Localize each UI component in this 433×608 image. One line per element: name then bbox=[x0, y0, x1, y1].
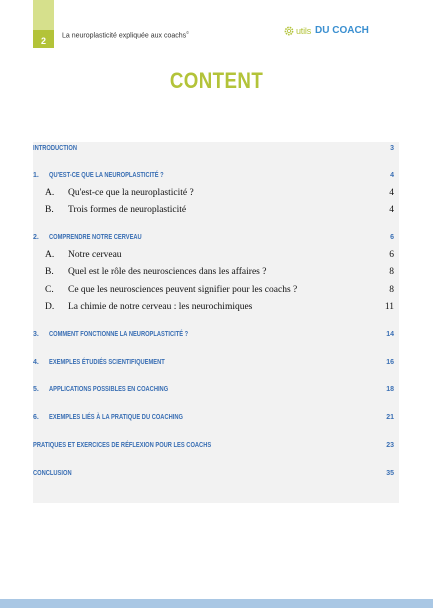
page-number: 2 bbox=[40, 36, 46, 46]
page-title: CONTENT bbox=[169, 68, 264, 93]
toc-entry-number: 2. bbox=[33, 234, 39, 241]
toc-subentry-label: Quel est le rôle des neurosciences dans les affaires ? bbox=[68, 267, 267, 277]
toc-entry-conclusion[interactable] bbox=[33, 469, 397, 481]
logo-outils-text: utils bbox=[296, 25, 312, 36]
toc-entry-section-5[interactable] bbox=[33, 385, 397, 397]
toc-entry-page: 3 bbox=[390, 145, 394, 152]
document-title bbox=[62, 30, 189, 39]
toc-subentry-page: 11 bbox=[384, 302, 394, 312]
toc-subentry-letter: A. bbox=[45, 250, 55, 260]
logo-coach-text: DU COACH bbox=[315, 25, 369, 36]
toc-subentry-page: 8 bbox=[389, 267, 394, 277]
toc-entry-page: 6 bbox=[390, 234, 394, 241]
toc-entry-label: PRATIQUES ET EXERCICES DE RÉFLEXION POUR LES COACHS bbox=[33, 442, 212, 449]
toc-subentry-page: 6 bbox=[389, 250, 394, 260]
toc-subentry-page: 4 bbox=[389, 205, 394, 215]
toc-subentry-1b[interactable] bbox=[33, 205, 397, 217]
toc-subentry-2c[interactable] bbox=[33, 285, 397, 297]
toc-subentry-2d[interactable] bbox=[33, 302, 397, 314]
toc-entry-label: EXEMPLES ÉTUDIÉS SCIENTIFIQUEMENT bbox=[49, 359, 165, 366]
toc-entry-label: QU'EST-CE QUE LA NEUROPLASTICITÉ ? bbox=[49, 172, 164, 179]
toc-subentry-2b[interactable] bbox=[33, 267, 397, 279]
toc-subentry-page: 4 bbox=[389, 188, 394, 198]
toc-subentry-label: La chimie de notre cerveau : les neurochimiques bbox=[68, 302, 253, 312]
toc-subentry-label: Trois formes de neuroplasticité bbox=[68, 205, 187, 215]
toc-entry-label: EXEMPLES LIÉS À LA PRATIQUE DU COACHING bbox=[49, 414, 183, 421]
toc-entry-page: 21 bbox=[386, 414, 394, 421]
toc-subentry-1a[interactable] bbox=[33, 188, 397, 200]
toc-entry-section-1[interactable] bbox=[33, 171, 397, 183]
toc-entry-label: COMMENT FONCTIONNE LA NEUROPLASTICITÉ ? bbox=[49, 331, 189, 338]
toc-entry-number: 3. bbox=[33, 331, 39, 338]
brand-logo bbox=[284, 25, 369, 36]
toc-entry-number: 5. bbox=[33, 386, 39, 393]
document-title-mark: © bbox=[186, 30, 190, 35]
toc-subentry-label: Qu'est-ce que la neuroplasticité ? bbox=[68, 188, 194, 198]
toc-entry-section-6[interactable] bbox=[33, 413, 397, 425]
toc-entry-label: CONCLUSION bbox=[33, 470, 72, 477]
toc-entry-label: APPLICATIONS POSSIBLES EN COACHING bbox=[49, 386, 169, 393]
toc-subentry-letter: D. bbox=[45, 302, 55, 312]
toc-entry-page: 14 bbox=[386, 331, 394, 338]
toc-entry-page: 35 bbox=[386, 470, 394, 477]
toc-entry-section-4[interactable] bbox=[33, 358, 397, 370]
toc-entry-section-3[interactable] bbox=[33, 330, 397, 342]
page-tab-highlight bbox=[33, 0, 54, 30]
toc-entry-number: 4. bbox=[33, 359, 39, 366]
toc-entry-label: COMPRENDRE NOTRE CERVEAU bbox=[49, 234, 142, 241]
toc-entry-page: 16 bbox=[386, 359, 394, 366]
toc-subentry-label: Notre cerveau bbox=[68, 250, 122, 260]
toc-entry-page: 23 bbox=[386, 442, 394, 449]
footer-bar bbox=[0, 599, 433, 608]
toc-subentry-letter: C. bbox=[45, 285, 54, 295]
toc-subentry-letter: A. bbox=[45, 188, 55, 198]
toc-entry-section-2[interactable] bbox=[33, 233, 397, 245]
toc-subentry-letter: B. bbox=[45, 267, 54, 277]
toc-entry-number: 1. bbox=[33, 172, 39, 179]
toc-entry-number: 6. bbox=[33, 414, 39, 421]
toc-subentry-label: Ce que les neurosciences peuvent signifier pour les coachs ? bbox=[68, 285, 298, 295]
toc-subentry-page: 8 bbox=[389, 285, 394, 295]
toc-subentry-2a[interactable] bbox=[33, 250, 397, 262]
toc-entry-practices[interactable] bbox=[33, 441, 397, 453]
page-tab bbox=[33, 0, 54, 48]
gear-icon bbox=[284, 26, 294, 36]
toc-entry-page: 18 bbox=[386, 386, 394, 393]
toc-subentry-letter: B. bbox=[45, 205, 54, 215]
toc-entry-introduction[interactable] bbox=[33, 144, 397, 156]
document-title-text: La neuroplasticité expliquée aux coachs bbox=[62, 32, 187, 40]
table-of-contents bbox=[33, 142, 399, 503]
toc-entry-page: 4 bbox=[390, 172, 394, 179]
toc-entry-label: INTRODUCTION bbox=[33, 145, 78, 152]
